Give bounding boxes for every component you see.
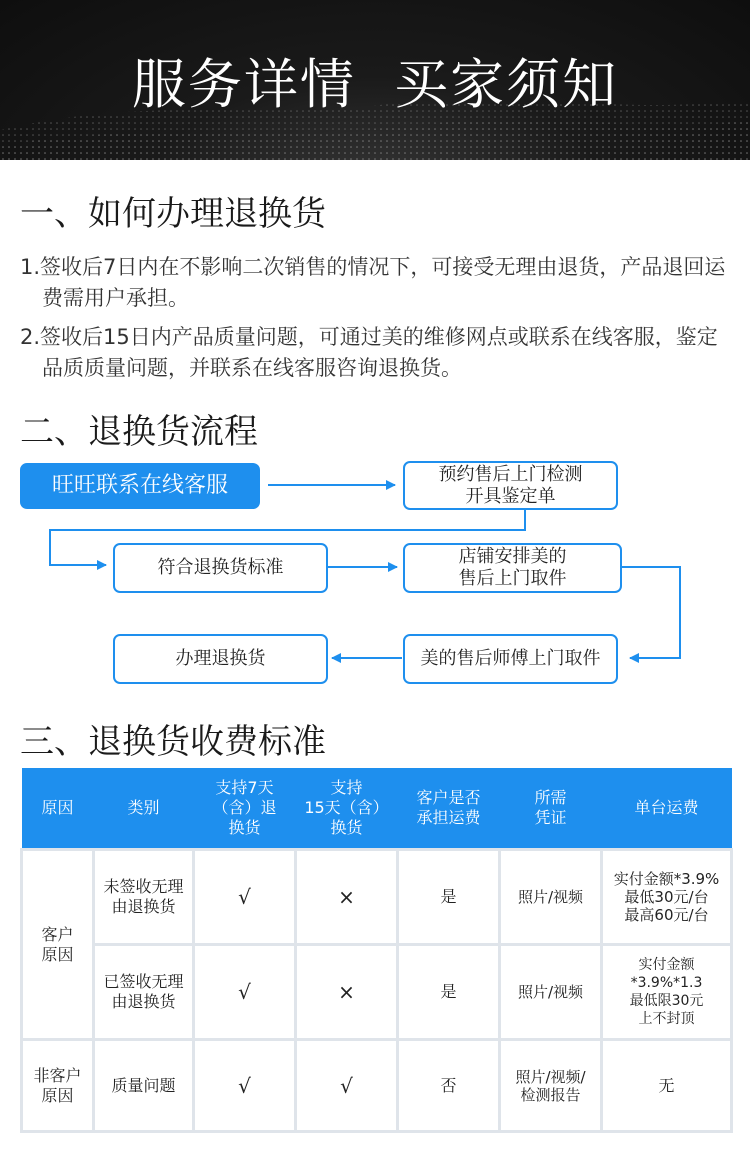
header-banner — [0, 0, 750, 160]
cell-proof: 照片/视频/ 检测报告 — [500, 1040, 602, 1132]
cell-fifteen-day: √ — [296, 1040, 398, 1132]
cell-seven-day: √ — [194, 1040, 296, 1132]
flow-step-process-return — [113, 634, 328, 684]
page-title: 服务详情 买家须知 — [131, 53, 619, 116]
fee-table-header — [22, 768, 732, 850]
flow-step-label: 售后上门取件 — [458, 568, 567, 589]
header-fifteen-day: 支持 15天（含） 换货 — [296, 768, 398, 850]
cell-fee: 无 — [602, 1040, 732, 1132]
cell-non-customer-reason: 非客户 原因 — [22, 1040, 94, 1132]
flow-step-technician-pickup — [403, 634, 618, 684]
cell-fifteen-day: × — [296, 850, 398, 945]
flow-step-qualify — [113, 543, 328, 593]
section-title-how-to-return: 一、如何办理退换货 — [20, 194, 326, 234]
cell-fifteen-day: × — [296, 945, 398, 1040]
section-title-return-process: 二、退换货流程 — [20, 412, 258, 452]
header-seven-day: 支持7天 （含）退 换货 — [194, 768, 296, 850]
header-fee: 单台运费 — [602, 768, 732, 850]
flow-step-label: 办理退换货 — [175, 648, 266, 669]
cell-category: 未签收无理 由退换货 — [94, 850, 194, 945]
cell-fee: 实付金额*3.9%*1.3 最低限30元 上不封顶 — [602, 945, 732, 1040]
table-row — [22, 1040, 732, 1132]
return-rule-1: 1.签收后7日内在不影响二次销售的情况下，可接受无理由退货，产品退回运费需用户承担。 — [20, 255, 726, 310]
cell-bear-shipping: 是 — [398, 945, 500, 1040]
header-proof: 所需 凭证 — [500, 768, 602, 850]
cell-bear-shipping: 是 — [398, 850, 500, 945]
arrow-arrange-to-pickup — [622, 567, 680, 658]
header-category: 类别 — [94, 768, 194, 850]
cell-bear-shipping: 否 — [398, 1040, 500, 1132]
flow-step-contact-service — [20, 463, 260, 509]
section-title-fee-standard: 三、退换货收费标准 — [20, 722, 326, 762]
cell-seven-day: √ — [194, 945, 296, 1040]
header-bear-shipping: 客户是否 承担运费 — [398, 768, 500, 850]
flow-step-arrange-pickup — [403, 543, 622, 593]
fee-table — [20, 768, 733, 1133]
table-row — [22, 945, 732, 1040]
cell-category: 已签收无理 由退换货 — [94, 945, 194, 1040]
cell-proof: 照片/视频 — [500, 850, 602, 945]
flow-step-label: 开具鉴定单 — [465, 485, 556, 507]
flow-step-label: 店铺安排美的 — [458, 546, 567, 567]
flow-step-label: 符合退换货标准 — [157, 557, 284, 578]
cell-fee: 实付金额*3.9% 最低30元/台 最高60元/台 — [602, 850, 732, 945]
return-rule-2: 2.签收后15日内产品质量问题，可通过美的维修网点或联系在线客服，鉴定品质质量问题，并联系在线客服咨询退换货。 — [20, 325, 718, 380]
table-row — [22, 850, 732, 945]
cell-category: 质量问题 — [94, 1040, 194, 1132]
cell-seven-day: √ — [194, 850, 296, 945]
cell-proof: 照片/视频 — [500, 945, 602, 1040]
flow-step-label: 美的售后师傅上门取件 — [420, 648, 601, 669]
cell-customer-reason: 客户 原因 — [22, 850, 94, 1040]
flow-step-appointment — [403, 461, 618, 510]
flow-step-label: 旺旺联系在线客服 — [51, 473, 228, 498]
header-reason: 原因 — [22, 768, 94, 850]
flow-step-label: 预约售后上门检测 — [438, 463, 583, 485]
